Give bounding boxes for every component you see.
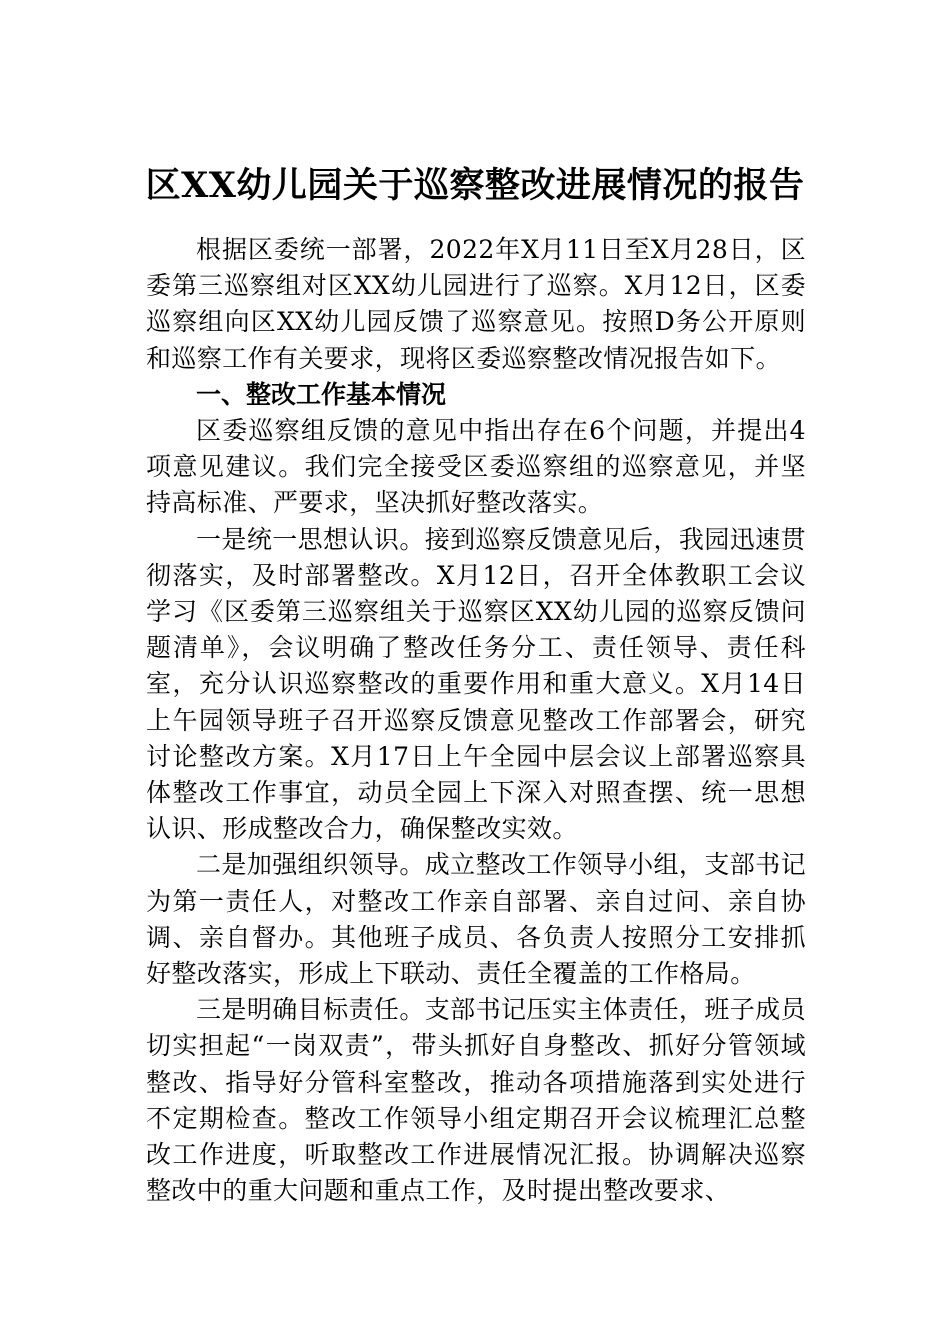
point-two-paragraph: 二是加强组织领导。成立整改工作领导小组，支部书记为第一责任人，对整改工作亲自部署、亲自过问、亲自协调、亲自督办。其他班子成员、各负责人按照分工安排抓好整改落实，形成上下联动、责任全覆盖的工作格局。 [146, 850, 806, 989]
intro-paragraph: 根据区委统一部署，2022年X月11日至X月28日，区委第三巡察组对区XX幼儿园进行了巡察。X月12日，区委巡察组向区XX幼儿园反馈了巡察意见。按照D务公开原则和巡察工作有关要求，现将区委巡察整改情况报告如下。 [146, 235, 806, 373]
point-three-paragraph: 三是明确目标责任。支部书记压实主体责任，班子成员切实担起“一岗双责”，带头抓好自身整改、抓好分管领域整改、指导好分管科室整改，推动各项措施落到实处进行不定期检查。整改工作领导小组定期召开会议梳理汇总整改工作进度，听取整改工作进展情况汇报。协调解决巡察整改中的重大问题和重点工作，及时提出整改要求、 [146, 995, 806, 1206]
document-body [146, 232, 806, 1209]
document-title: 区XX幼儿园关于巡察整改进展情况的报告 [145, 165, 805, 206]
section-heading: 一、整改工作基本情况 [196, 379, 447, 409]
point-one-paragraph: 一是统一思想认识。接到巡察反馈意见后，我园迅速贯彻落实，及时部署整改。X月12日，召开全体教职工会议学习《区委第三巡察组关于巡察区XX幼儿园的巡察反馈问题清单》，会议明确了整改任务分工、责任领导、责任科室，充分认识巡察整改的重要作用和重大意义。X月14日上午园领导班子召开巡察反馈意见整改工作部署会，研究讨论整改方案。X月17日上午全园中层会议上部署巡察具体整改工作事宜，动员全园上下深入对照查摆、统一思想认识、形成整改合力，确保整改实效。 [146, 524, 806, 844]
summary-paragraph: 区委巡察组反馈的意见中指出存在6个问题，并提出4项意见建议。我们完全接受区委巡察组的巡察意见，并坚持高标准、严要求，坚决抓好整改落实。 [146, 416, 806, 518]
